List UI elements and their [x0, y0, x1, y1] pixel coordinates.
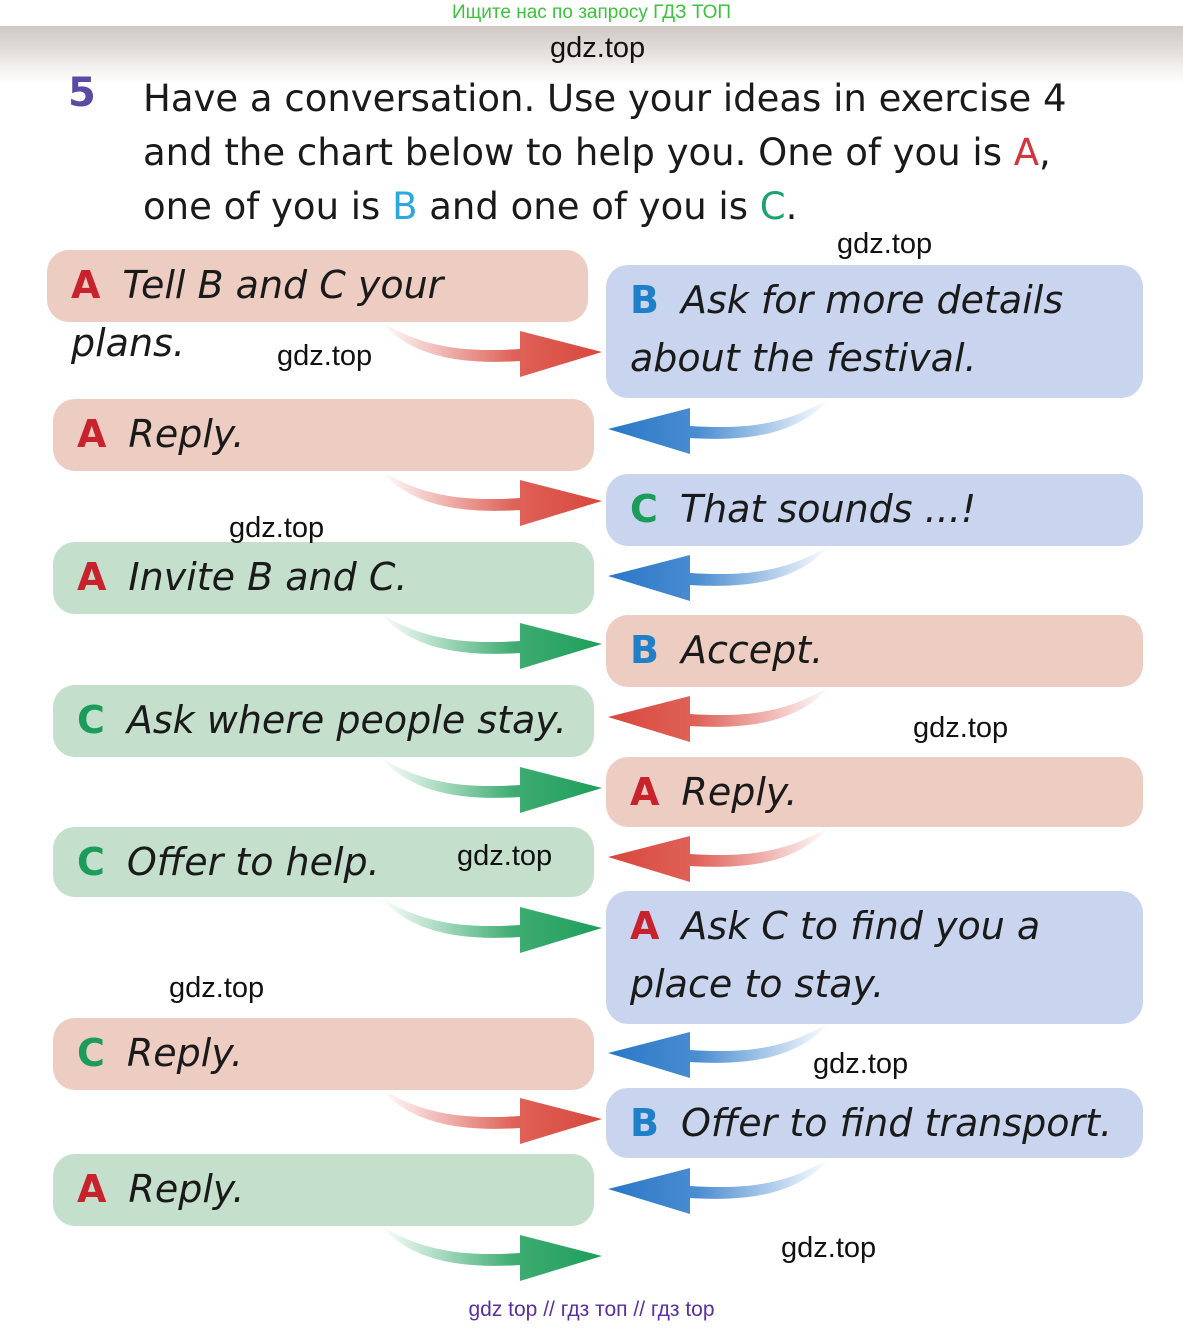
arrow-right	[380, 1225, 602, 1281]
step-box	[53, 542, 594, 614]
step-box	[606, 757, 1143, 827]
speaker-label: B	[630, 628, 659, 672]
step-box	[606, 1088, 1143, 1158]
step-box	[606, 474, 1143, 546]
step-text: Ask where people stay.	[126, 698, 567, 742]
watermark: gdz.top	[277, 340, 373, 372]
footer-links[interactable]: gdz top // гдз топ // гдз top	[468, 1298, 715, 1321]
arrow-left	[608, 1022, 830, 1078]
speaker-label: A	[77, 412, 107, 456]
arrow-right	[380, 1088, 602, 1144]
step-text: Invite B and C.	[128, 555, 408, 599]
speaker-label: C	[77, 698, 105, 742]
step-text: Reply.	[128, 1167, 245, 1211]
arrow-left	[608, 545, 830, 601]
watermark: gdz.top	[550, 32, 646, 64]
speaker-label: A	[71, 263, 101, 307]
step-text: Reply.	[681, 770, 798, 814]
arrow-left	[608, 686, 830, 742]
speaker-label: A	[77, 1167, 107, 1211]
speaker-label: C	[77, 840, 105, 884]
step-text: Tell B and C your plans.	[71, 263, 444, 365]
arrow-right	[380, 613, 602, 669]
watermark: gdz.top	[781, 1232, 877, 1264]
step-text: Reply.	[126, 1031, 243, 1075]
watermark: gdz.top	[457, 840, 553, 872]
watermark: gdz.top	[229, 512, 325, 544]
step-box	[606, 891, 1143, 1024]
speaker-label: C	[77, 1031, 105, 1075]
watermark: gdz.top	[837, 228, 933, 260]
watermark: gdz.top	[169, 972, 265, 1004]
speaker-label: B	[630, 278, 659, 322]
search-banner: Ищите нас по запросу ГДЗ ТОП	[451, 2, 732, 23]
step-text: Offer to help.	[126, 840, 380, 884]
letter-c: C	[759, 185, 786, 228]
watermark: gdz.top	[813, 1048, 909, 1080]
arrow-left	[608, 398, 830, 454]
arrow-left	[608, 1158, 830, 1214]
step-text: Offer to find transport.	[680, 1101, 1113, 1145]
arrow-left	[608, 826, 830, 882]
arrow-right	[380, 897, 602, 953]
speaker-label: A	[630, 770, 660, 814]
step-text: That sounds ...!	[679, 487, 977, 531]
step-box	[606, 265, 1143, 398]
arrow-right	[380, 321, 602, 377]
step-box	[53, 399, 594, 471]
step-text: Reply.	[128, 412, 245, 456]
arrow-right	[380, 757, 602, 813]
exercise-instruction: Have a conversation. Use your ideas in exercise 4 and the chart below to help you. One of you is A, one of you is B and one of you is C.	[143, 77, 1067, 228]
watermark: gdz.top	[913, 712, 1009, 744]
speaker-label: C	[630, 487, 658, 531]
step-box	[53, 685, 594, 757]
step-text: Accept.	[680, 628, 824, 672]
step-box	[53, 1018, 594, 1090]
speaker-label: A	[77, 555, 107, 599]
speaker-label: B	[630, 1101, 659, 1145]
arrow-right	[380, 470, 602, 526]
step-box	[606, 615, 1143, 687]
speaker-label: A	[630, 904, 660, 948]
exercise-number: 5	[68, 70, 96, 116]
letter-b: B	[392, 185, 418, 228]
step-box	[53, 1154, 594, 1226]
letter-a: A	[1013, 131, 1040, 174]
step-text: Ask for more details about the festival.	[630, 278, 1064, 380]
step-text: Ask C to find you a place to stay.	[630, 904, 1041, 1006]
